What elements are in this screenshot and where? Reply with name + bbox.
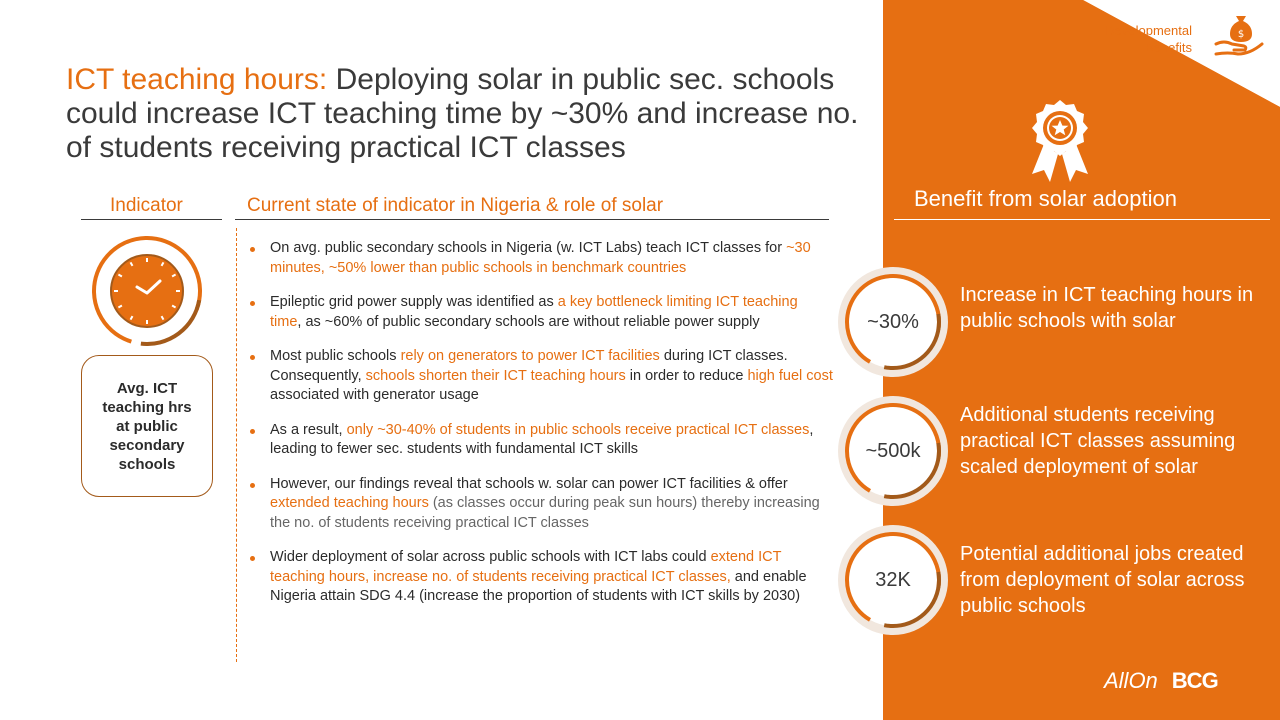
metric-value-3: 32K (875, 568, 911, 591)
title-accent: ICT teaching hours: (66, 63, 328, 96)
svg-text:$: $ (1237, 29, 1245, 40)
metric-text-1: Increase in ICT teaching hours in public schools with solar (960, 284, 1254, 332)
finding-item (248, 239, 833, 278)
finding-text-segment: associated with generator usage (270, 387, 479, 403)
finding-item (248, 421, 833, 460)
findings-list (248, 239, 833, 622)
finding-item (248, 548, 833, 607)
indicator-header-rule (81, 219, 222, 220)
finding-text-segment: only ~30-40% of students in public schools receive practical ICT classes (346, 421, 810, 438)
finding-text-segment: a key bottleneck limiting ICT teaching time (270, 294, 798, 330)
finding-text-segment: rely on generators to power ICT facilities (400, 348, 660, 364)
finding-text-segment: in order to reduce (625, 367, 748, 384)
benefit-heading-rule (894, 219, 1270, 220)
current-state-header-rule (235, 219, 829, 220)
finding-text-segment: As a result, (270, 421, 347, 438)
current-state-column-header: Current state of indicator in Nigeria & role of solar (247, 195, 664, 216)
finding-text-segment: and enable Nigeria attain SDG 4.4 (increase the proportion of students with ICT skills by 2030) (270, 568, 807, 604)
bcg-logo: BCG (1171, 668, 1218, 693)
clock-icon (92, 236, 202, 351)
finding-text-segment: Epileptic grid power supply was identified as (270, 294, 558, 310)
finding-text-segment: , as ~60% of public secondary schools are without reliable power supply (297, 313, 760, 330)
developmental-benefits-label (1105, 22, 1192, 56)
metric-circle-2 (838, 396, 948, 506)
metric-text-3: Potential additional jobs created from deployment of solar across public schools (960, 543, 1245, 617)
dev-label-line1: Developmental (1105, 23, 1192, 38)
finding-text-segment: ~30 minutes, ~50% lower than public schools in benchmark countries (270, 240, 811, 276)
finding-text-segment: Most public schools (270, 348, 401, 364)
finding-text-segment: Wider deployment of solar across public schools with ICT labs could (270, 549, 711, 565)
metric-text-2: Additional students receiving practical ICT classes assuming scaled deployment of solar (960, 404, 1236, 478)
page-title (66, 63, 866, 165)
title-rest: Deploying solar in public sec. schools could increase ICT teaching time by ~30% and increase no. of students receiving practical ICT classes (66, 63, 859, 164)
finding-text-segment: extended teaching hours (270, 495, 429, 511)
benefit-heading: Benefit from solar adoption (914, 186, 1177, 211)
finding-item (248, 475, 833, 534)
finding-text-segment: (as classes occur during peak sun hours) thereby increasing the no. of students receiving practical ICT classes (270, 495, 820, 531)
indicator-label-box: Avg. ICT teaching hrs at public secondary schools (81, 355, 213, 497)
finding-text-segment: high fuel cost (747, 367, 833, 384)
finding-text-segment: , leading to fewer sec. students with fundamental ICT skills (270, 421, 814, 457)
bullet-dashed-divider (236, 228, 237, 662)
allon-logo: AllOn (1104, 668, 1158, 693)
metric-circle-1 (838, 267, 948, 377)
metric-value-2: ~500k (865, 439, 921, 462)
finding-text-segment: schools shorten their ICT teaching hours (365, 367, 626, 384)
finding-text-segment: extend ICT teaching hours, increase no. of students receiving practical ICT classes, (270, 549, 782, 585)
metric-value-1: ~30% (867, 310, 919, 333)
metric-circle-3 (838, 525, 948, 635)
finding-text-segment: However, our findings reveal that schools w. solar can power ICT facilities & offer (270, 475, 788, 492)
finding-text-segment: On avg. public secondary schools in Nigeria (w. ICT Labs) teach ICT classes for (270, 240, 787, 256)
footer-logos (1104, 668, 1218, 694)
finding-item (248, 347, 833, 406)
finding-text-segment: during ICT classes. Consequently, (270, 348, 788, 384)
finding-item (248, 293, 833, 332)
indicator-column-header: Indicator (110, 195, 183, 216)
dev-label-line2: Benefits (1145, 40, 1192, 55)
hand-money-bag-icon (1214, 10, 1268, 63)
award-ribbon-icon (1028, 98, 1092, 191)
